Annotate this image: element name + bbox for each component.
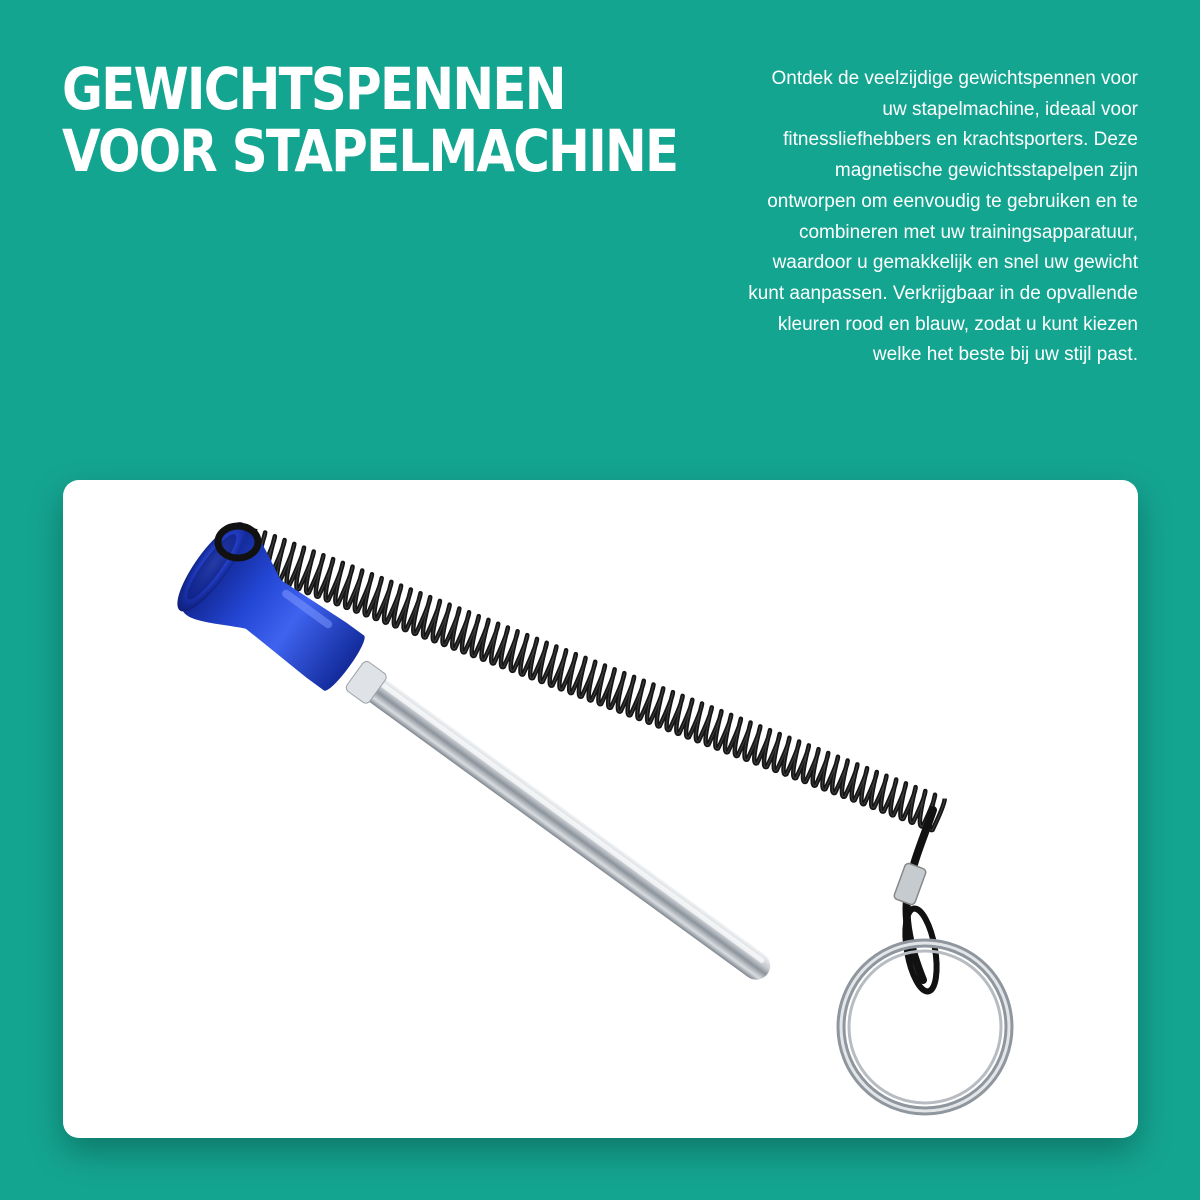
title-line-1: GEWICHTSPENNEN	[62, 55, 565, 123]
key-ring	[841, 943, 1009, 1111]
product-image-card	[63, 480, 1138, 1138]
title-line-2: VOOR STAPELMACHINE	[62, 117, 678, 185]
product-description: Ontdek de veelzijdige gewichtspennen voor uw stapelmachine, ideaal voor fitnessliefhebbers en krachtsporters. Deze magnetische gewichtsstapelpen zijn ontworpen om eenvoudig te gebruiken en te combineren met uw trainingsapparatuur, waardoor u gemakkelijk en snel uw gewicht kunt aanpassen. Verkrijgbaar in de opvallende kleuren rood en blauw, zodat u kunt kiezen welke het beste bij uw stijl past.	[748, 68, 1138, 366]
page-title	[62, 55, 678, 185]
weight-pin-illustration	[63, 480, 1138, 1138]
